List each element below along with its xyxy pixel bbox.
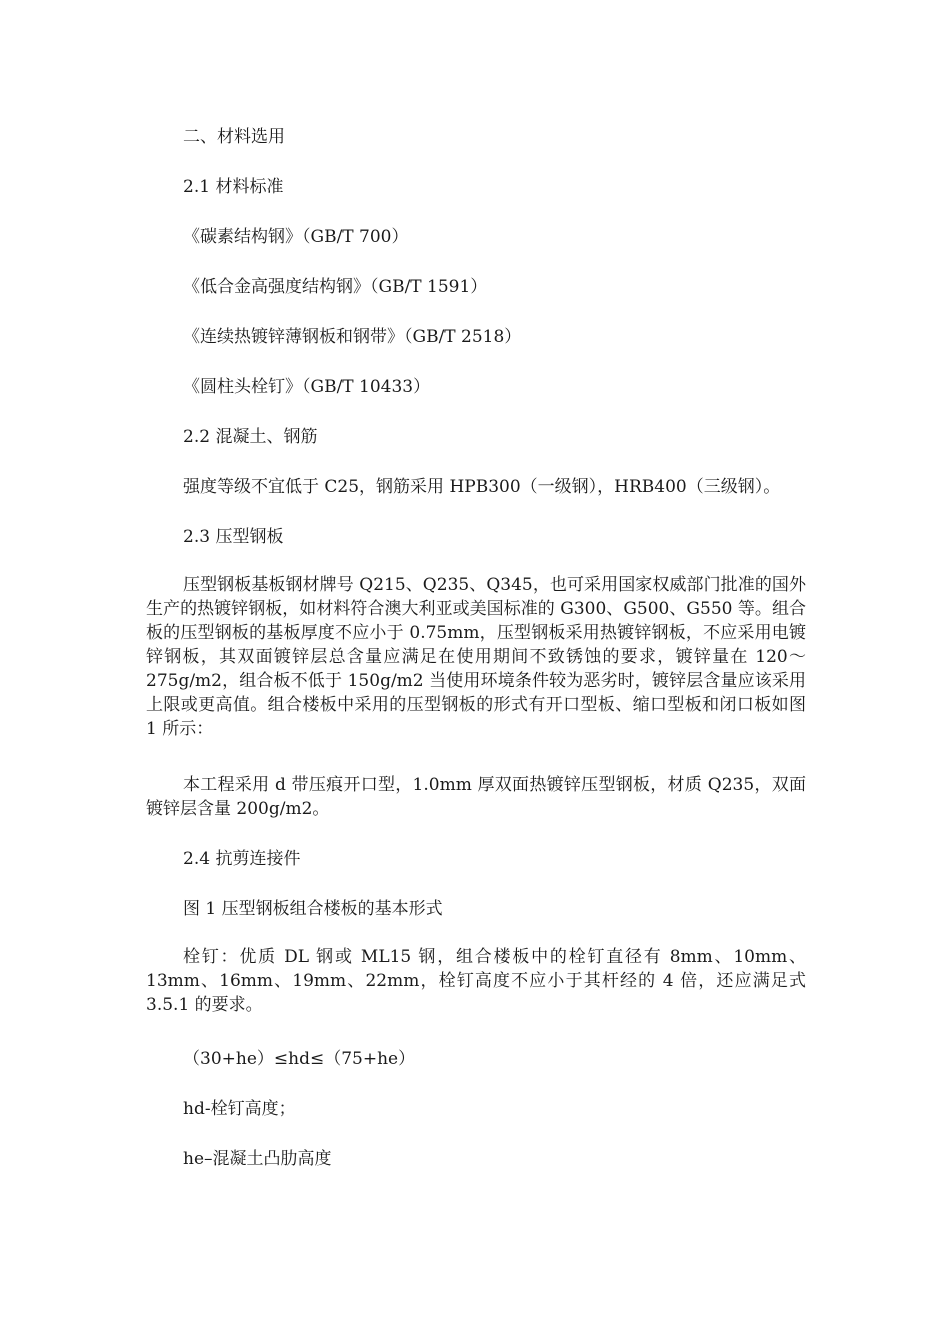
subheading-2-4: 2.4 抗剪连接件 <box>183 849 301 869</box>
subheading-2-1: 2.1 材料标准 <box>183 177 284 197</box>
subheading-2-2: 2.2 混凝土、钢筋 <box>183 427 318 447</box>
figure-caption: 图 1 压型钢板组合楼板的基本形式 <box>183 899 443 919</box>
formula: （30+he）≤hd≤（75+he） <box>183 1049 416 1069</box>
standard-item-2: 《低合金高强度结构钢》（GB/T 1591） <box>183 277 488 297</box>
project-paragraph: 本工程采用 d 带压痕开口型，1.0mm 厚双面热镀锌压型钢板，材质 Q235，双面镀锌层含量 200g/m2。 <box>146 775 806 819</box>
steel-deck-paragraph: 压型钢板基板钢材牌号 Q215、Q235、Q345，也可采用国家权威部门批准的国外生产的热镀锌钢板，如材料符合澳大利亚或美国标准的 G300、G500、G550 等。组合板的压型钢板的基板厚度不应小于 0.75mm，压型钢板采用热镀锌钢板，不应采用电镀锌钢板，其双面镀锌层总含量应满足在使用期间不致锈蚀的要求，镀锌量在 120～275g/m2，组合板不低于 150g/m2 当使用环境条件较为恶劣时，镀锌层含量应该采用上限或更高值。组合楼板中采用的压型钢板的形式有开口型板、缩口型板和闭口板如图 1 所示： <box>146 575 806 739</box>
section-heading: 二、材料选用 <box>183 127 285 147</box>
subheading-2-3: 2.3 压型钢板 <box>183 527 284 547</box>
definition-hd: hd-栓钉高度； <box>183 1099 296 1119</box>
definition-he: he–混凝土凸肋高度 <box>183 1149 332 1169</box>
concrete-paragraph: 强度等级不宜低于 C25，钢筋采用 HPB300（一级钢），HRB400（三级钢）。 <box>183 477 781 497</box>
standard-item-4: 《圆柱头栓钉》（GB/T 10433） <box>183 377 431 397</box>
stud-paragraph: 栓钉：优质 DL 钢或 ML15 钢，组合楼板中的栓钉直径有 8mm、10mm、13mm、16mm、19mm、22mm，栓钉高度不应小于其杆经的 4 倍，还应满足式 3.5.1 的要求。 <box>146 947 806 1015</box>
standard-item-1: 《碳素结构钢》（GB/T 700） <box>183 227 409 247</box>
standard-item-3: 《连续热镀锌薄钢板和钢带》（GB/T 2518） <box>183 327 522 347</box>
